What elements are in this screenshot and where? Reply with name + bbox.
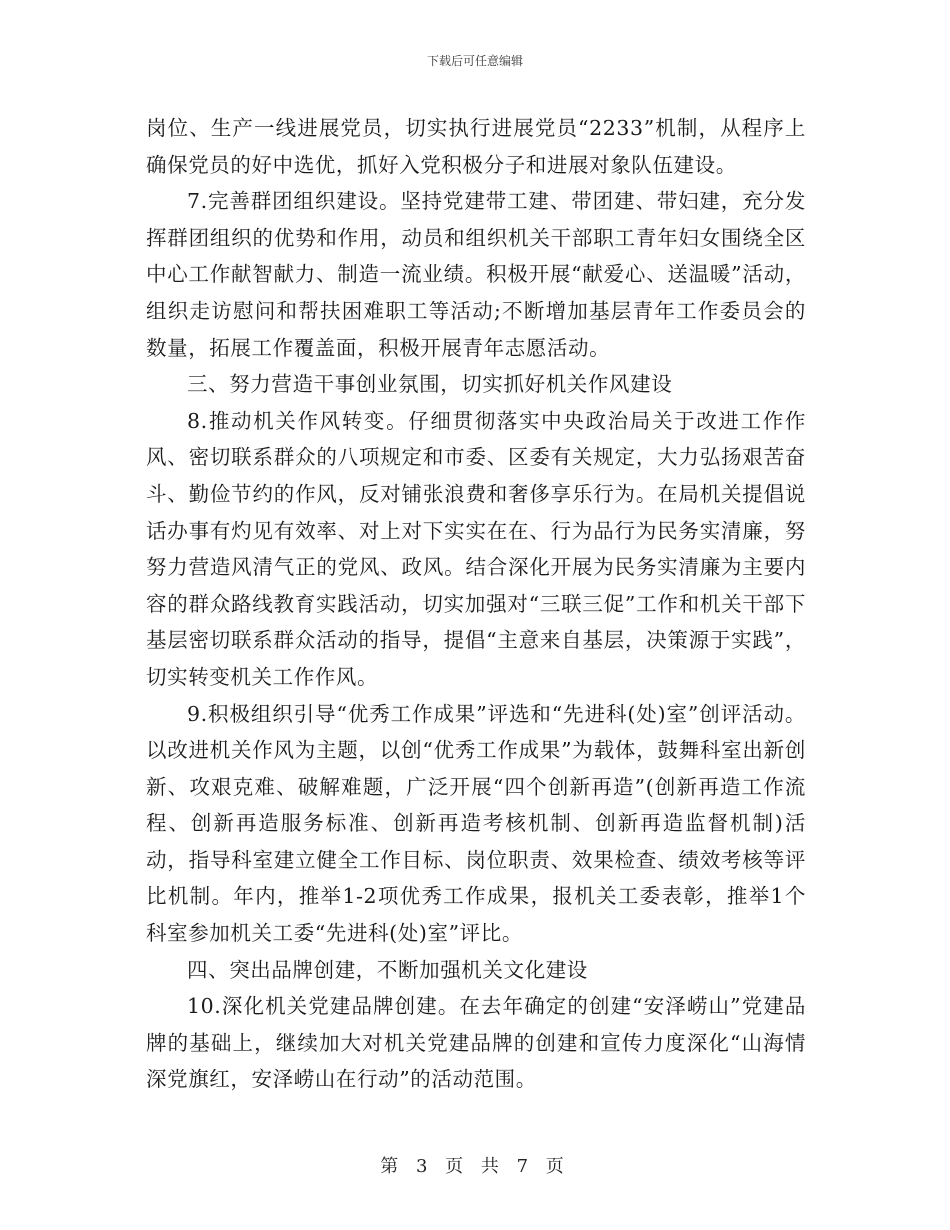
page-footer-number: 第 3 页 共 7 页 (380, 1156, 570, 1177)
document-body (146, 110, 806, 1098)
section-heading-4: 四、突出品牌创建，不断加强机关文化建设 (187, 957, 588, 982)
page-header-note: 下载后可任意编辑 (426, 54, 523, 68)
paragraph-7: 10.深化机关党建品牌创建。在去年确定的创建“安泽崂山”党建品牌的基础上，继续加大对机关党建品牌的创建和宣传力度深化“山海情深党旗红，安泽崂山在行动”的活动范围。 (146, 994, 806, 1092)
paragraph-1: 岗位、生产一线进展党员，切实执行进展党员“2233”机制，从程序上确保党员的好中选优，抓好入党积极分子和进展对象队伍建设。 (146, 116, 806, 177)
paragraph-5: 9.积极组织引导“优秀工作成果”评选和“先进科(处)室”创评活动。以改进机关作风为主题，以创“优秀工作成果”为载体，鼓舞科室出新创新、攻艰克难、破解难题，广泛开展“四个创新再造”(创新再造工作流程、创新再造服务标准、创新再造考核机制、创新再造监督机制)活动，指导科室建立健全工作目标、岗位职责、效果检查、绩效考核等评比机制。年内，推举1-2项优秀工作成果，报机关工委表彰，推举1个科室参加机关工委“先进科(处)室”评比。 (146, 701, 806, 946)
paragraph-4: 8.推动机关作风转变。仔细贯彻落实中央政治局关于改进工作作风、密切联系群众的八项规定和市委、区委有关规定，大力弘扬艰苦奋斗、勤俭节约的作风，反对铺张浪费和奢侈享乐行为。在局机关提倡说话办事有灼见有效率、对上对下实实在在、行为品行为民务实清廉，努努力营造风清气正的党风、政风。结合深化开展为民务实清廉为主要内容的群众路线教育实践活动，切实加强对“三联三促”工作和机关干部下基层密切联系群众活动的指导，提倡“主意来自基层，决策源于实践”，切实转变机关工作作风。 (146, 408, 806, 689)
section-heading-3: 三、努力营造干事创业氛围，切实抓好机关作风建设 (187, 372, 673, 397)
paragraph-2: 7.完善群团组织建设。坚持党建带工建、带团建、带妇建，充分发挥群团组织的优势和作用，动员和组织机关干部职工青年妇女围绕全区中心工作献智献力、制造一流业绩。积极开展“献爱心、送温暖”活动，组织走访慰问和帮扶困难职工等活动;不断增加基层青年工作委员会的数量，拓展工作覆盖面，积极开展青年志愿活动。 (146, 189, 806, 360)
